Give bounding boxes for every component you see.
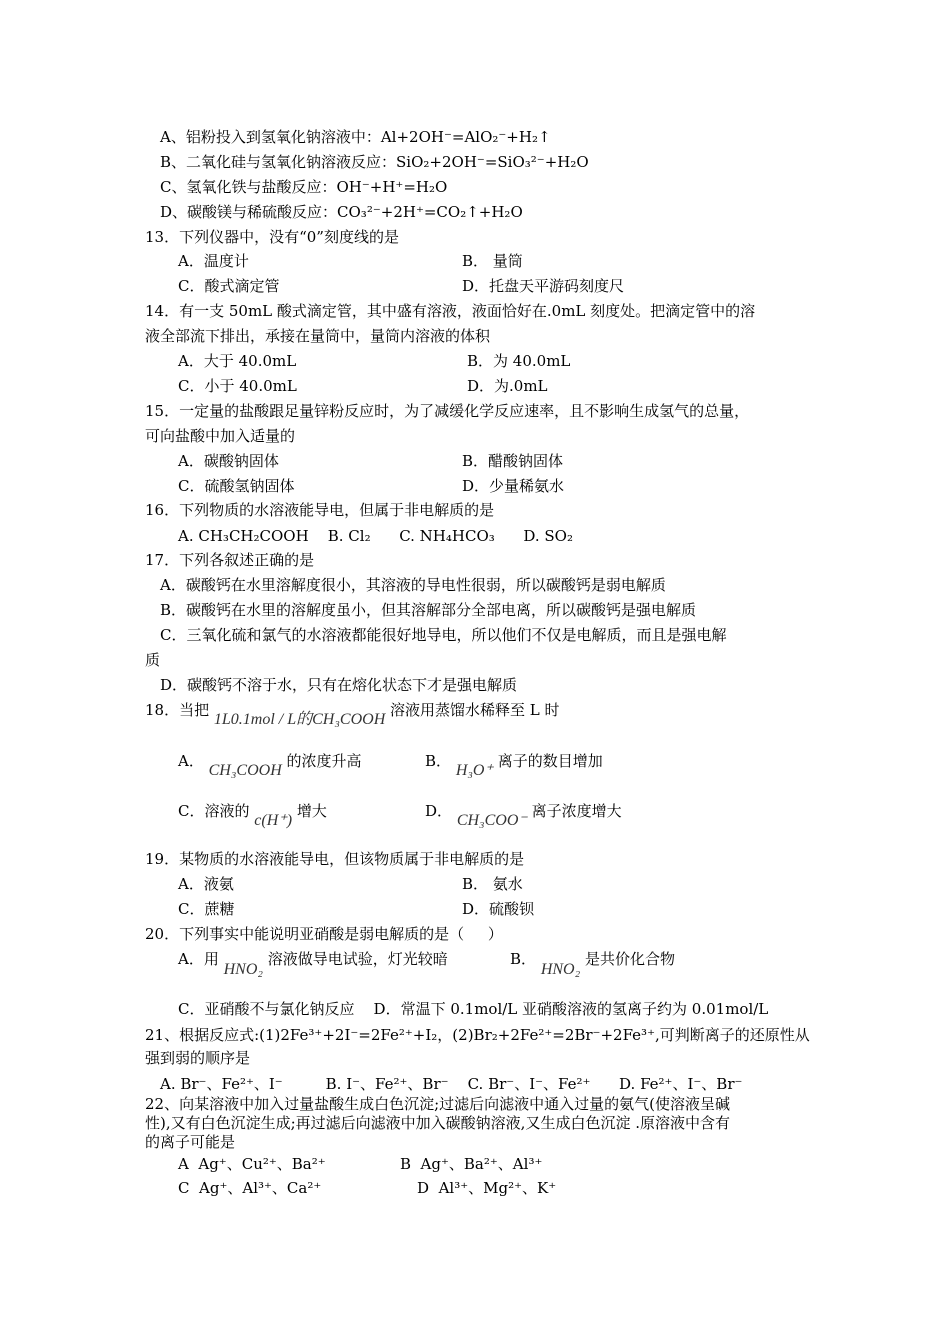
q12-option-d: D、碳酸镁与稀硫酸反应：CO₃²⁻+2H⁺=CO₂↑+H₂O [160, 203, 523, 221]
q18-stem-formula: 1L0.1mol / L的CH₃COOH [213, 711, 386, 728]
q15-option-b: B．醋酸钠固体 [462, 452, 564, 470]
q20-b-text: 是共价化合物 [584, 950, 675, 968]
q14-option-b: B．为 40.0mL [467, 352, 571, 370]
q22-stem-line1: 22、向某溶液中加入过量盐酸生成白色沉淀;过滤后向滤液中通入过量的氨气(使溶液呈碱 [145, 1095, 730, 1113]
q15-option-a: A．碳酸钠固体 [178, 452, 279, 470]
q13-option-d: D．托盘天平游码刻度尺 [462, 277, 625, 295]
q18-c-label: C．溶液的 [178, 802, 250, 820]
q19-option-d: D．硫酸钡 [462, 900, 535, 918]
q22-stem-line2: 性),又有白色沉淀生成;再过滤后向滤液中加入碳酸钠溶液,又生成白色沉淀 .原溶液中含有 [145, 1114, 730, 1132]
q21-stem-line2: 强到弱的顺序是 [145, 1049, 251, 1067]
q18-b-label: B． [425, 752, 452, 770]
q21-stem-line1: 21、根据反应式:(1)2Fe³⁺+2I⁻=2Fe²⁺+I₂，(2)Br₂+2Fe²⁺=2Br⁻+2Fe³⁺,可判断离子的还原性从 [145, 1026, 810, 1044]
q20-option-a [178, 949, 448, 978]
q20-b-formula: HNO₂ [540, 961, 581, 978]
q17-option-b: B．碳酸钙在水里的溶解度虽小，但其溶解部分全部电离，所以碳酸钙是强电解质 [160, 601, 697, 619]
q18-d-label: D． [425, 802, 453, 820]
q14-stem-line1: 14．有一支 50mL 酸式滴定管，其中盛有溶液，液面恰好在.0mL 刻度处。把滴定管中的溶 [145, 302, 756, 320]
q15-option-d: D．少量稀氨水 [462, 477, 565, 495]
q17-option-c-line1: C．三氧化硫和氯气的水溶液都能很好地导电，所以他们不仅是电解质，而且是强电解 [160, 626, 727, 644]
q13-option-a: A．温度计 [178, 252, 249, 270]
q20-b-label: B． [510, 950, 537, 968]
q12-option-c: C、氢氧化铁与盐酸反应：OH⁻+H⁺=H₂O [160, 178, 448, 196]
q14-stem-line2: 液全部流下排出，承接在量筒中，量筒内溶液的体积 [145, 327, 491, 345]
q17-option-c-line2: 质 [145, 651, 161, 669]
q15-option-c: C．硫酸氢钠固体 [178, 477, 295, 495]
q18-stem-prefix: 18．当把 [145, 701, 210, 719]
q18-a-formula: CH₃COOH [208, 762, 282, 779]
q20-stem: 20．下列事实中能说明亚硝酸是弱电解质的是（ ） [145, 925, 503, 943]
q18-stem-suffix: 溶液用蒸馏水稀释至 L 时 [390, 701, 560, 719]
q14-option-a: A．大于 40.0mL [178, 352, 297, 370]
q22-option-a: A Ag⁺、Cu²⁺、Ba²⁺ [178, 1155, 326, 1173]
q16-options: A. CH₃CH₂COOH B. Cl₂ C. NH₄HCO₃ D. SO₂ [178, 527, 573, 545]
q15-stem-line2: 可向盐酸中加入适量的 [145, 427, 296, 445]
q20-a-text: 溶液做导电试验，灯光较暗 [267, 950, 448, 968]
q17-option-d: D．碳酸钙不溶于水，只有在熔化状态下才是强电解质 [160, 676, 518, 694]
q18-d-text: 离子浓度增大 [531, 802, 622, 820]
q18-option-c [178, 801, 327, 829]
q18-b-text: 离子的数目增加 [497, 752, 603, 770]
q16-stem: 16．下列物质的水溶液能导电，但属于非电解质的是 [145, 501, 495, 519]
q13-option-b: B． 量筒 [462, 252, 523, 270]
q20-option-b [510, 949, 675, 978]
q14-option-d: D．为.0mL [467, 377, 548, 395]
q15-stem-line1: 15．一定量的盐酸跟足量锌粉反应时，为了减缓化学反应速率，且不影响生成氢气的总量， [145, 402, 750, 420]
q12-option-b: B、二氧化硅与氢氧化钠溶液反应：SiO₂+2OH⁻=SiO₃²⁻+H₂O [160, 153, 589, 171]
q18-c-text: 增大 [296, 802, 327, 820]
q18-a-label: A． [178, 752, 204, 770]
q18-a-text: 的浓度升高 [286, 752, 362, 770]
q18-d-formula: CH₃COO⁻ [456, 812, 527, 829]
q22-option-b: B Ag⁺、Ba²⁺、Al³⁺ [400, 1155, 543, 1173]
q18-option-b [425, 751, 603, 779]
q22-option-c: C Ag⁺、Al³⁺、Ca²⁺ [178, 1179, 322, 1197]
q21-options: A. Br⁻、Fe²⁺、I⁻ B. I⁻、Fe²⁺、Br⁻ C. Br⁻、I⁻、Fe²⁺ D. Fe²⁺、I⁻、Br⁻ [160, 1075, 743, 1093]
q20-options-c-d: C．亚硝酸不与氯化钠反应 D．常温下 0.1mol/L 亚硝酸溶液的氢离子约为 0.01mol/L [178, 1000, 769, 1018]
q22-option-d: D Al³⁺、Mg²⁺、K⁺ [417, 1179, 557, 1197]
q18-c-formula: c(H⁺) [254, 812, 293, 829]
q12-option-a: A、铝粉投入到氢氧化钠溶液中：Al+2OH⁻=AlO₂⁻+H₂↑ [160, 128, 551, 146]
q17-stem: 17．下列各叙述正确的是 [145, 551, 315, 569]
q13-option-c: C．酸式滴定管 [178, 277, 280, 295]
q18-b-formula: H₃O⁺ [455, 762, 493, 779]
q20-a-label: A．用 [178, 950, 219, 968]
q18-option-d [425, 801, 622, 829]
q22-stem-line3: 的离子可能是 [145, 1133, 236, 1151]
q17-option-a: A．碳酸钙在水里溶解度很小，其溶液的导电性很弱，所以碳酸钙是弱电解质 [160, 576, 666, 594]
q19-option-a: A．液氨 [178, 875, 234, 893]
q13-stem: 13．下列仪器中，没有“0”刻度线的是 [145, 228, 399, 246]
q14-option-c: C．小于 40.0mL [178, 377, 297, 395]
q18-stem [145, 700, 560, 728]
q19-stem: 19．某物质的水溶液能导电，但该物质属于非电解质的是 [145, 850, 525, 868]
q19-option-c: C．蔗糖 [178, 900, 235, 918]
q18-option-a [178, 751, 362, 779]
q19-option-b: B． 氨水 [462, 875, 523, 893]
q20-a-formula: HNO₂ [223, 961, 263, 978]
